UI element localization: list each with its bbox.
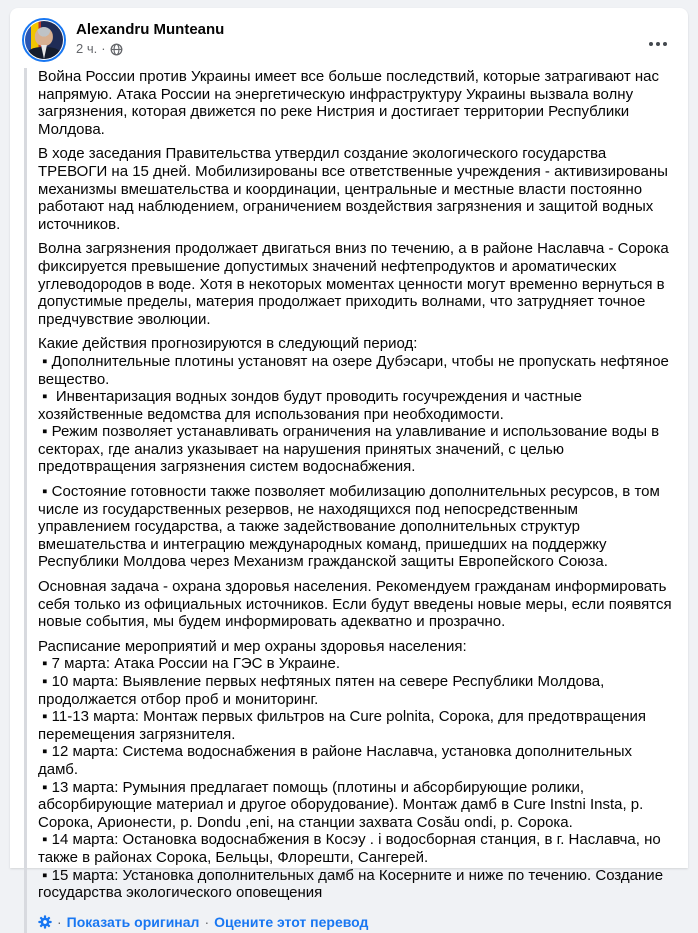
post-text-line: ▪ Инвентаризация водных зондов будут проводить госучреждения и частные хозяйственные ведомства для использования при необходимости. (38, 388, 587, 423)
post-text-line: Расписание мероприятий и мер охраны здоровья населения: (38, 637, 467, 655)
post-text-line: ▪ 13 марта: Румыния предлагает помощь (плотины и абсорбирующие ролики, абсорбирующие материал и другое оборудование). Монтаж дамб в Cure Instni Insta, р. Сорока, Арионести, р. Dondu ,eni, на станции захвата Cosău ondi, р. Сорока. (38, 778, 648, 831)
post-text-line: Какие действия прогнозируются в следующий период: (38, 335, 418, 353)
post-paragraph-group (38, 145, 672, 233)
meta-separator: · (101, 41, 106, 56)
gear-icon (38, 915, 52, 929)
author-name[interactable]: Alexandru Munteanu (76, 21, 225, 38)
post-text-line: ▪ 7 марта: Атака России на ГЭС в Украине. (38, 655, 341, 673)
post-options-button[interactable] (642, 28, 674, 60)
post-paragraph-group (38, 335, 672, 476)
post-text-line: ▪ 14 марта: Остановка водоснабжения в Косэу . i водосборная станция, в г. Наславча, но также в районах Сорока, Бельцы, Флорешти, Сангерей. (38, 831, 665, 866)
translation-footer (38, 909, 672, 933)
post-text-line: Война России против Украины имеет все больше последствий, которые затрагивают нас напрямую. Атака России на энергетическую инфраструктуру Украины вызвала волну загрязнения, которая движется по реке Нистрия и достигает территории Республики Молдова. (38, 68, 664, 138)
avatar-head-shape (35, 27, 53, 46)
translated-text-block (24, 68, 676, 933)
post-text-line: ▪ Дополнительные плотины установят на озере Дубэсари, чтобы не пропускать нефтяное вещество. (38, 352, 674, 388)
post-meta-row (76, 41, 224, 57)
avatar-photo (25, 21, 63, 59)
post-paragraph-group (38, 240, 672, 328)
post-text-line: ▪ Режим позволяет устанавливать ограничения на улавливание и использование воды в секторах, где анализ указывает на нарушения принятых значений, с целью предотвращения загрязнения систем водоснабжения. (38, 423, 664, 476)
post-text-line: Основная задача - охрана здоровья населения. Рекомендуем гражданам информировать себя только из официальных источников. Если будут введены новые меры, если появятся новые события, мы будем информировать адекватно и прозрачно. (38, 578, 676, 631)
post-text-line: Волна загрязнения продолжает двигаться вниз по течению, а в районе Наславча - Сорока фиксируется превышение допустимых значений нефтепродуктов и ароматических углеводородов в воде. Хотя в некоторых моментах ценности могут временно вернуться в допустимые пределы, материя продолжает приходить волнами, что затрудняет точное предчувствие эволюции. (38, 240, 673, 328)
ellipsis-icon (649, 42, 653, 46)
post-paragraph-group (38, 578, 676, 631)
post-text-line: ▪ 12 марта: Система водоснабжения в районе Наславча, установка дополнительных дамб. (38, 743, 637, 778)
post-text-line: ▪ Состояние готовности также позволяет мобилизацию дополнительных ресурсов, в том числе из государственных резервов, не находящихся под непосредственным управлением государства, а также задействование дополнительных структур вмешательства и интеграцию международных команд, пришедших на поддержку Республики Молдова через Механизм гражданской защиты Европейского Союза. (38, 483, 664, 571)
rate-translation-link[interactable]: Оцените этот перевод (214, 913, 369, 930)
post-text-line: В ходе заседания Правительства утвердил создание экологического государства ТРЕВОГИ на 15 дней. Мобилизированы все ответственные учреждения - активизированы механизмы вмешательства и координации, центральные и местные власти постоянно работают над наблюдением, ограничением воздействия загрязнения и защитой водных источников. (38, 145, 673, 233)
post-text-line: ▪ 11-13 марта: Монтаж первых фильтров на Cure polnita, Сорока, для предотвращения перемещения загрязнителя. (38, 708, 651, 743)
post-text-line: ▪ 10 марта: Выявление первых нефтяных пятен на севере Республики Молдова, продолжается отбор проб и мониторинг. (38, 673, 609, 708)
post-text (38, 68, 676, 902)
footer-separator: · (204, 913, 210, 930)
post-header (10, 8, 688, 68)
post-text-line: ▪ 15 марта: Установка дополнительных дамб на Косерните и ниже по течению. Создание государства экологического оповещения (38, 866, 668, 902)
post-timestamp[interactable]: 2 ч. (76, 41, 98, 56)
footer-separator: · (57, 913, 62, 930)
translation-settings-button[interactable] (38, 915, 52, 929)
facebook-post-card (10, 8, 688, 930)
avatar[interactable] (22, 18, 66, 62)
post-paragraph-group (38, 483, 672, 571)
post-paragraph-group (38, 68, 672, 138)
post-paragraph-group (38, 638, 672, 902)
show-original-link[interactable]: Показать оригинал (66, 913, 200, 930)
header-text-column (76, 18, 224, 57)
globe-icon (110, 43, 123, 56)
